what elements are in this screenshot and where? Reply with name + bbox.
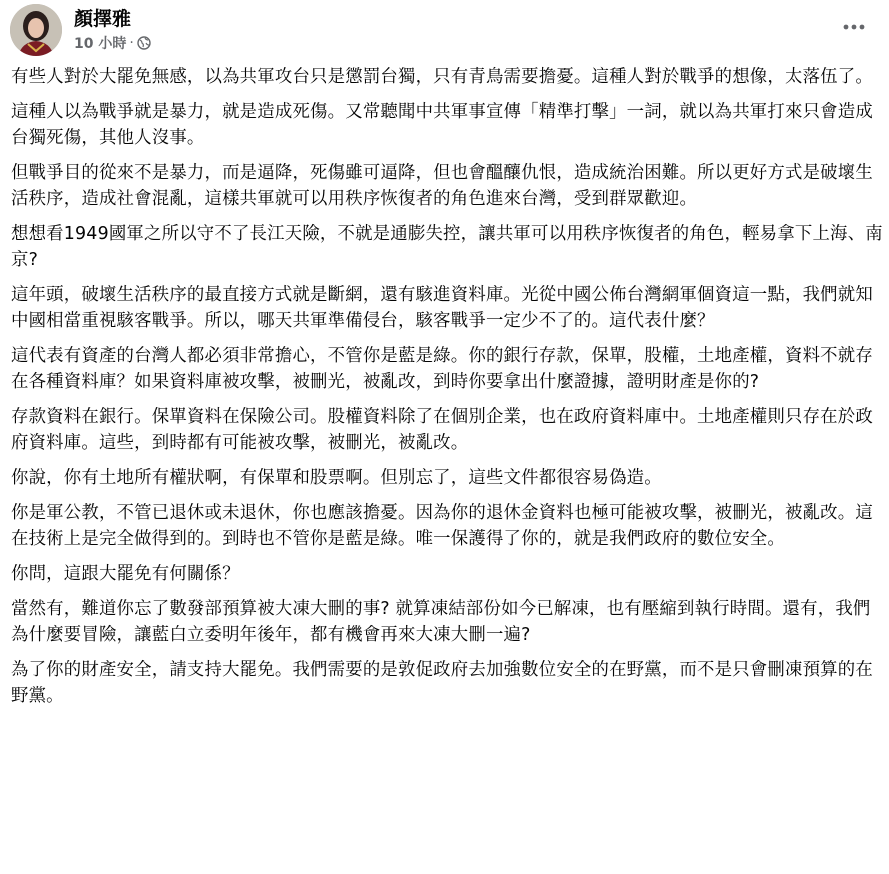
post-meta bbox=[74, 7, 151, 53]
globe-icon bbox=[137, 36, 151, 50]
profile-photo bbox=[10, 4, 62, 56]
post-paragraph: 當然有，難道你忘了數發部預算被大凍大刪的事? 就算凍結部份如今已解凍，也有壓縮到執行時間。還有，我們為什麼要冒險，讓藍白立委明年後年，都有機會再來大凍大刪一遍? bbox=[11, 599, 871, 645]
post-header bbox=[10, 2, 151, 58]
post-paragraph: 有些人對於大罷免無感，以為共軍攻台只是懲罰台獨，只有青鳥需要擔憂。這種人對於戰爭的想像，太落伍了。 bbox=[11, 67, 873, 87]
more-options-icon[interactable] bbox=[839, 12, 869, 42]
post-paragraph: 你問，這跟大罷免有何關係？ bbox=[11, 564, 240, 584]
post-paragraph: 你是軍公教，不管已退休或未退休，你也應該擔憂。因為你的退休金資料也極可能被攻擊，被刪光，被亂改。這在技術上是完全做得到的。到時也不管你是藍是綠。唯一保護得了你的，就是我們政府的數位安全。 bbox=[11, 503, 873, 549]
timestamp-row bbox=[74, 33, 151, 53]
separator-dot: · bbox=[129, 35, 134, 51]
post-paragraph: 這種人以為戰爭就是暴力，就是造成死傷。又常聽聞中共軍事宣傳「精準打擊」一詞，就以為共軍打來只會造成台獨死傷，其他人沒事。 bbox=[11, 102, 873, 148]
post-paragraph: 但戰爭目的從來不是暴力，而是逼降，死傷雖可逼降，但也會醞釀仇恨，造成統治困難。所以更好方式是破壞生活秩序，造成社會混亂，這樣共軍就可以用秩序恢復者的角色進來台灣，受到群眾歡迎。 bbox=[11, 163, 873, 209]
post-paragraph: 這年頭，破壞生活秩序的最直接方式就是斷網，還有駭進資料庫。光從中國公佈台灣網軍個資這一點，我們就知中國相當重視駭客戰爭。所以，哪天共軍準備侵台，駭客戰爭一定少不了的。這代表什麼？ bbox=[11, 285, 873, 331]
post-paragraph: 想想看1949國軍之所以守不了長江天險，不就是通膨失控，讓共軍可以用秩序恢復者的角色，輕易拿下上海、南京? bbox=[11, 224, 883, 270]
post-paragraph: 你說，你有土地所有權狀啊，有保單和股票啊。但別忘了，這些文件都很容易偽造。 bbox=[11, 468, 662, 488]
post-paragraph: 為了你的財產安全，請支持大罷免。我們需要的是敦促政府去加強數位安全的在野黨，而不是只會刪凍預算的在野黨。 bbox=[11, 660, 873, 706]
post-paragraph: 存款資料在銀行。保單資料在保險公司。股權資料除了在個別企業，也在政府資料庫中。土地產權則只存在於政府資料庫。這些，到時都有可能被攻擊，被刪光，被亂改。 bbox=[11, 407, 873, 453]
post-body bbox=[11, 64, 883, 718]
author-name[interactable]: 顏擇雅 bbox=[74, 8, 132, 30]
post-paragraph: 這代表有資產的台灣人都必須非常擔心，不管你是藍是綠。你的銀行存款，保單，股權，土地產權，資料不就存在各種資料庫？如果資料庫被攻擊，被刪光，被亂改，到時你要拿出什麼證據，證明財產是你的? bbox=[11, 346, 873, 392]
post-time[interactable]: 10 小時 bbox=[74, 36, 127, 52]
avatar[interactable] bbox=[10, 4, 62, 56]
